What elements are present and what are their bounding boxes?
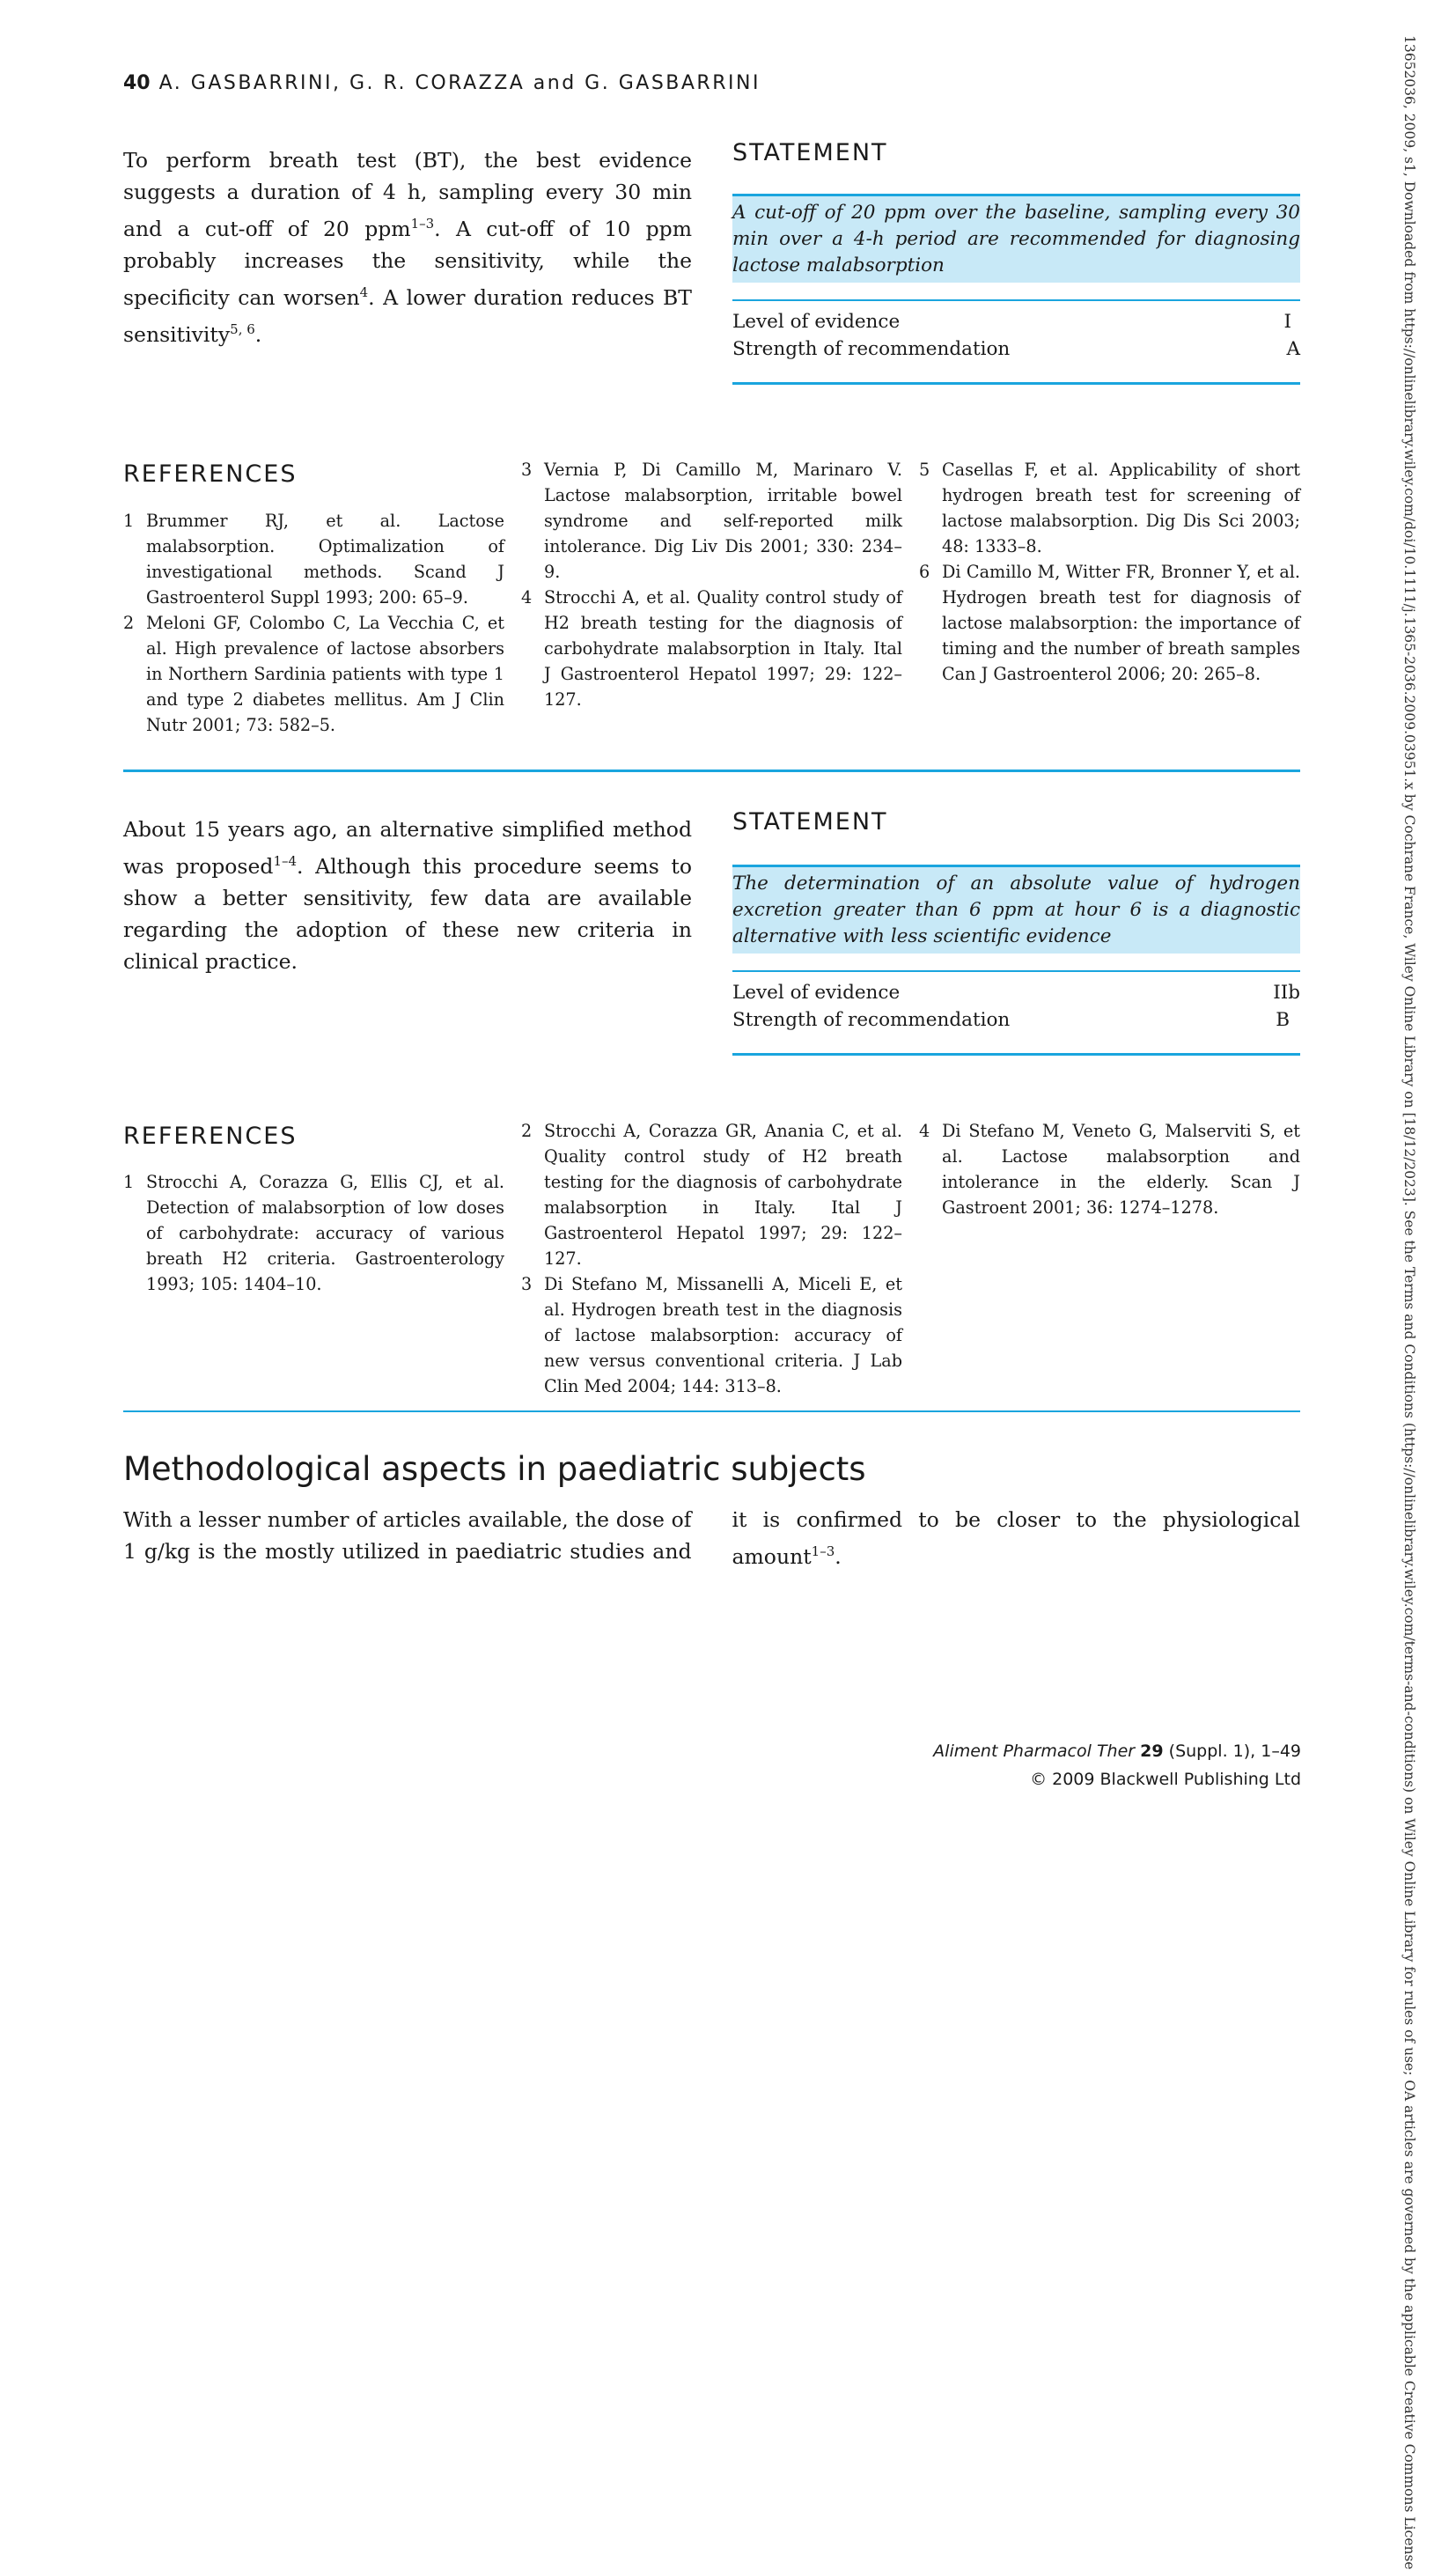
level-value: IIb: [1273, 982, 1300, 1004]
page-number: 40: [123, 72, 151, 94]
reference-item: [919, 559, 1300, 687]
section-divider: [123, 1410, 1300, 1412]
copyright: © 2009 Blackwell Publishing Ltd: [1030, 1770, 1301, 1789]
journal-citation: [933, 1737, 1301, 1765]
divider: [732, 299, 1300, 301]
reference-number: 5: [919, 460, 930, 480]
statement-heading: STATEMENT: [732, 808, 888, 836]
reference-item: [521, 1118, 902, 1271]
reference-number: 6: [919, 562, 930, 582]
body-text: .: [254, 321, 262, 347]
reference-number: 3: [521, 460, 533, 480]
strength-label: Strength of recommendation: [732, 338, 1011, 360]
level-label: Level of evidence: [732, 311, 901, 333]
citation: 1–3: [811, 1543, 835, 1559]
references-column: [521, 1118, 902, 1399]
reference-text: Strocchi A, et al. Quality control study of H2 breath testing for the diagnosis of carbohydrate malabsorption in Italy. Ital J Gastroenterol Hepatol 1997; 29: 122–127.: [544, 587, 902, 710]
level-label: Level of evidence: [732, 982, 901, 1004]
reference-text: Strocchi A, Corazza GR, Anania C, et al. Quality control study of H2 breath testing for the diagnosis of carbohydrate malabsorption in Italy. Ital J Gastroenterol Hepatol 1997; 29: 122–127.: [544, 1121, 902, 1269]
reference-text: Strocchi A, Corazza G, Ellis CJ, et al. Detection of malabsorption of low doses of carbohydrate: accuracy of various breath H2 criteria. Gastroenterology 1993; 105: 1404–10.: [146, 1172, 504, 1294]
strength-label: Strength of recommendation: [732, 1009, 1011, 1031]
reference-number: 4: [919, 1121, 930, 1141]
statement-text: A cut-off of 20 ppm over the baseline, sampling every 30 min over a 4-h period are recommended for diagnosing lactose malabsorption: [732, 202, 1300, 276]
reference-text: Casellas F, et al. Applicability of short hydrogen breath test for screening of lactose malabsorption. Dig Dis Sci 2003; 48: 1333–8.: [942, 460, 1300, 556]
header-authors: A. GASBARRINI, G. R. CORAZZA and G. GASBARRINI: [158, 72, 761, 94]
references-column: [919, 1118, 1300, 1220]
reference-item: [919, 457, 1300, 559]
reference-text: Brummer RJ, et al. Lactose malabsorption. Optimalization of investigational methods. Scand J Gastroenterol Suppl 1993; 200: 65–9.: [146, 511, 504, 608]
download-notice: 13652036, 2009, s1, Downloaded from https://onlinelibrary.wiley.com/doi/10.1111/j.1365-2036.2009.03951.x by Cochrane France, Wiley Online Library on [18/12/2023]. See the Terms and Conditions (https://onlinelibrary.wiley.com/terms-and-conditions) on Wiley Online Library for rules of use; OA articles are governed by the applicable Creative Commons License: [1401, 35, 1417, 2570]
statement-text: The determination of an absolute value of hydrogen excretion greater than 6 ppm at hour 6 is a diagnostic alternative with less scientific evidence: [732, 873, 1300, 947]
citation: 1–3: [410, 216, 435, 232]
divider: [732, 382, 1300, 385]
level-value: I: [1283, 311, 1291, 333]
references-column: [919, 457, 1300, 687]
running-header: [123, 72, 761, 94]
body-text: About 15 years ago, an alternative simplified method was proposed: [123, 817, 692, 879]
statement-box: [732, 194, 1300, 283]
page-footer: [933, 1737, 1301, 1793]
statement-box: [732, 865, 1300, 954]
section3-body: [123, 1504, 1300, 1572]
reference-number: 2: [521, 1121, 533, 1141]
body-text: With a lesser number of articles available, the dose of 1 g/kg is the mostly utilized in paediatric studies and it is confirmed to be closer to the physiological amount: [123, 1507, 1300, 1569]
reference-item: [521, 457, 902, 585]
divider: [732, 1053, 1300, 1056]
references-column: [123, 1169, 504, 1297]
strength-value: B: [1276, 1009, 1290, 1031]
reference-item: [521, 1271, 902, 1399]
reference-text: Di Camillo M, Witter FR, Bronner Y, et al. Hydrogen breath test for diagnosis of lactose malabsorption: the importance of timing and the number of breath samples Can J Gastroenterol 2006; 20: 265–8.: [942, 562, 1300, 684]
reference-item: [123, 610, 504, 738]
references-column: [123, 508, 504, 738]
evidence-block: [732, 308, 1300, 363]
reference-number: 2: [123, 613, 135, 633]
citation: 5, 6: [230, 320, 255, 337]
reference-text: Meloni GF, Colombo C, La Vecchia C, et al. High prevalence of lactose absorbers in Northern Sardinia patients with type 1 and type 2 diabetes mellitus. Am J Clin Nutr 2001; 73: 582–5.: [146, 613, 504, 735]
journal-name: Aliment Pharmacol Ther: [933, 1742, 1136, 1761]
body-text: To perform breath test (BT), the best evidence suggests a duration of 4 h, sampling every 30 min and a cut-off of 20 ppm: [123, 148, 692, 241]
section2-body: [123, 814, 692, 977]
reference-item: [123, 1169, 504, 1297]
reference-text: Vernia P, Di Camillo M, Marinaro V. Lactose malabsorption, irritable bowel syndrome and self-reported milk intolerance. Dig Liv Dis 2001; 330: 234–9.: [544, 460, 902, 582]
reference-item: [919, 1118, 1300, 1220]
body-text: .: [835, 1543, 842, 1569]
citation: 1–4: [273, 853, 298, 869]
section-divider: [123, 770, 1300, 772]
divider: [732, 970, 1300, 972]
evidence-block: [732, 979, 1300, 1034]
references-column: [521, 457, 902, 712]
reference-number: 1: [123, 1172, 135, 1192]
reference-item: [123, 508, 504, 610]
section1-body: [123, 144, 692, 350]
references-heading: REFERENCES: [123, 1123, 298, 1150]
citation: 4: [359, 284, 369, 300]
reference-number: 1: [123, 511, 135, 531]
strength-value: A: [1286, 338, 1300, 360]
reference-item: [521, 585, 902, 712]
reference-text: Di Stefano M, Missanelli A, Miceli E, et al. Hydrogen breath test in the diagnosis of lactose malabsorption: accuracy of new versus conventional criteria. J Lab Clin Med 2004; 144: 313–8.: [544, 1274, 902, 1396]
reference-number: 3: [521, 1274, 533, 1294]
references-heading: REFERENCES: [123, 460, 298, 488]
statement-heading: STATEMENT: [732, 139, 888, 166]
reference-text: Di Stefano M, Veneto G, Malserviti S, et al. Lactose malabsorption and intolerance in the elderly. Scan J Gastroent 2001; 36: 1274–1278.: [942, 1121, 1300, 1218]
journal-volume: 29: [1140, 1742, 1164, 1761]
body-text: . Although this procedure seems to show a better sensitivity, few data are available regarding the adoption of these new criteria in clinical practice.: [123, 853, 692, 974]
reference-number: 4: [521, 587, 533, 608]
section-title: Methodological aspects in paediatric subjects: [123, 1450, 866, 1488]
body-text: . A lower duration reduces BT sensitivity: [123, 284, 692, 347]
body-text: . A cut-off of 10 ppm probably increases the sensitivity, while the specificity can worsen: [123, 216, 692, 310]
journal-issue: (Suppl. 1), 1–49: [1168, 1742, 1301, 1761]
